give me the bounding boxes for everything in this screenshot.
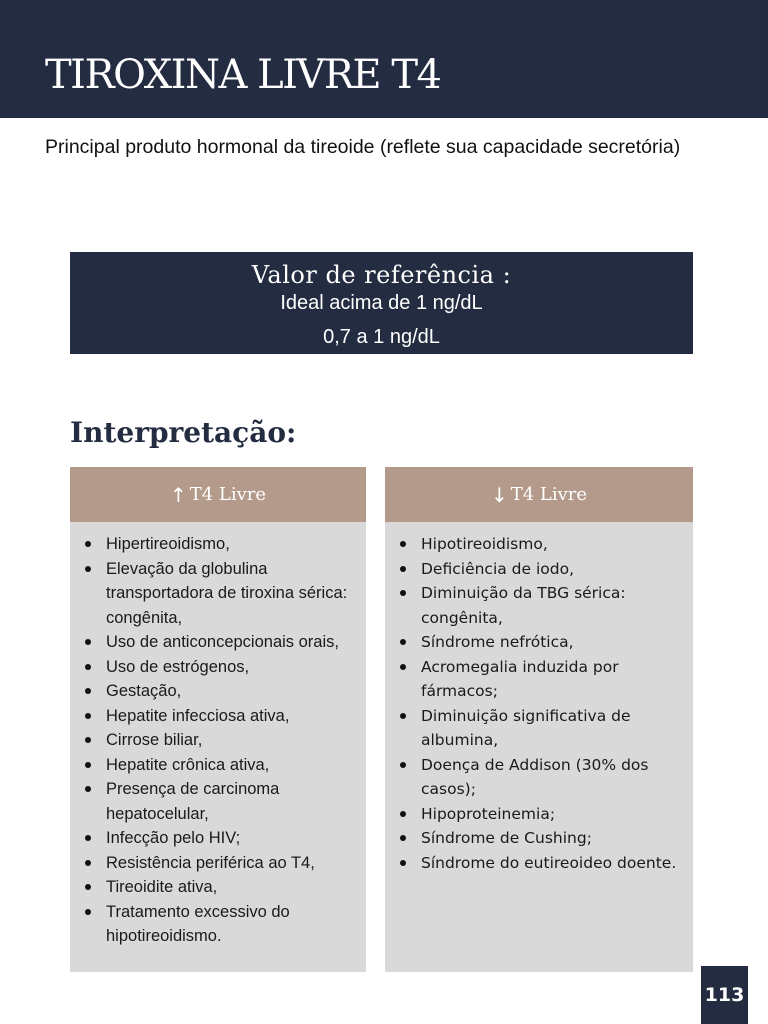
- list-item: Acromegalia induzida por fármacos;: [385, 655, 693, 704]
- list-item: Cirrose biliar,: [70, 728, 366, 753]
- reference-line-2: 0,7 a 1 ng/dL: [323, 326, 440, 348]
- list-item: Uso de estrógenos,: [70, 655, 366, 680]
- low-column-header: [385, 467, 693, 522]
- list-item: Uso de anticoncepcionais orais,: [70, 630, 366, 655]
- list-item: Hepatite infecciosa ativa,: [70, 704, 366, 729]
- list-item: Hipotireoidismo,: [385, 532, 693, 557]
- high-column-label: T4 Livre: [189, 484, 267, 505]
- list-item: Diminuição da TBG sérica: congênita,: [385, 581, 693, 630]
- list-item: Elevação da globulina transportadora de tiroxina sérica: congênita,: [70, 557, 366, 631]
- list-item: Doença de Addison (30% dos casos);: [385, 753, 693, 802]
- low-column-label: T4 Livre: [510, 484, 588, 505]
- intro-text: Principal produto hormonal da tireoide (reflete sua capacidade secretória): [45, 136, 681, 158]
- low-causes-list: [385, 532, 693, 875]
- high-causes-list: [70, 532, 366, 949]
- list-item: Deficiência de iodo,: [385, 557, 693, 582]
- list-item: Hipertireoidismo,: [70, 532, 366, 557]
- reference-line-1: Ideal acima de 1 ng/dL: [280, 292, 483, 314]
- high-column-body: [70, 522, 366, 972]
- list-item: Síndrome nefrótica,: [385, 630, 693, 655]
- arrow-down-icon: ↓: [490, 482, 508, 507]
- list-item: Síndrome de Cushing;: [385, 826, 693, 851]
- list-item: Diminuição significativa de albumina,: [385, 704, 693, 753]
- arrow-up-icon: ↑: [169, 482, 187, 507]
- list-item: Resistência periférica ao T4,: [70, 851, 366, 876]
- reference-box: [70, 252, 693, 354]
- list-item: Hepatite crônica ativa,: [70, 753, 366, 778]
- low-column-body: [385, 522, 693, 972]
- list-item: Presença de carcinoma hepatocelular,: [70, 777, 366, 826]
- page-title: TIROXINA LIVRE T4: [45, 52, 441, 98]
- interpretation-title: Interpretação:: [70, 416, 297, 449]
- list-item: Hipoproteinemia;: [385, 802, 693, 827]
- reference-title: Valor de referência :: [251, 261, 512, 289]
- high-column-header: [70, 467, 366, 522]
- page-number: 113: [701, 966, 748, 1024]
- list-item: Tratamento excessivo do hipotireoidismo.: [70, 900, 366, 949]
- list-item: Síndrome do eutireoideo doente.: [385, 851, 693, 876]
- list-item: Tireoidite ativa,: [70, 875, 366, 900]
- list-item: Infecção pelo HIV;: [70, 826, 366, 851]
- list-item: Gestação,: [70, 679, 366, 704]
